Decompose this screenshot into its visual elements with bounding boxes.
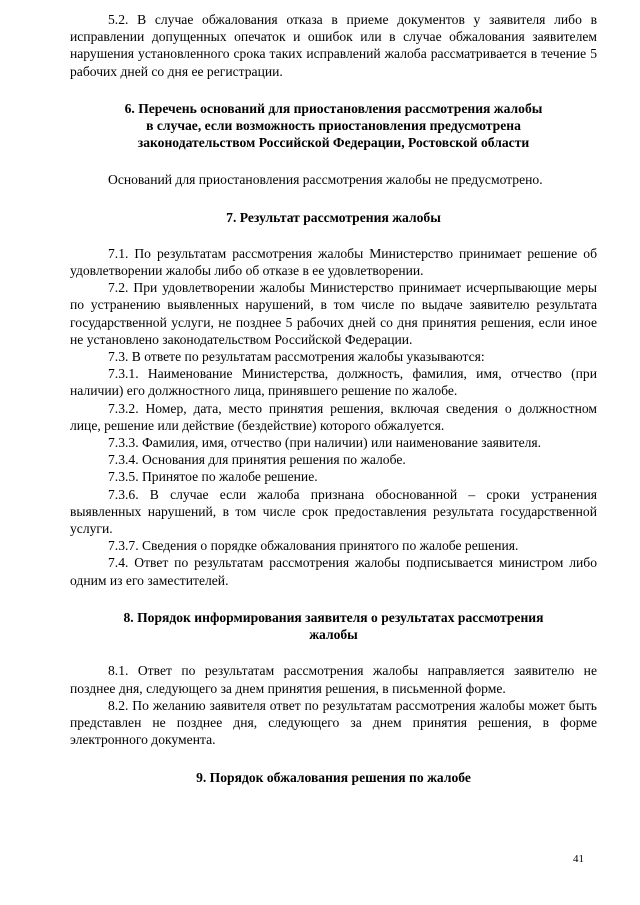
section-7-heading: 7. Результат рассмотрения жалобы — [226, 209, 441, 225]
paragraph-5-2: 5.2. В случае обжалования отказа в приеме документов у заявителя либо в исправлении допущенных опечаток и ошибок или в случае обжалования заявителем нарушения установленного срока таких исправлений жалоба рассматривается в течение 5 рабочих дней со дня ее регистрации. — [70, 12, 597, 79]
section-6-heading-line3: законодательством Российской Федерации, Ростовской области — [137, 135, 530, 151]
section-6-heading-line1: 6. Перечень оснований для приостановления рассмотрения жалобы — [124, 100, 543, 116]
section-9-heading: 9. Порядок обжалования решения по жалобе — [196, 770, 471, 786]
paragraph-7-2: 7.2. При удовлетворении жалобы Министерство принимает исчерпывающие меры по устранению выявленных нарушений, в том числе по выдаче заявителю результата государственной услуги, не позднее 5 рабочих дней со дня принятия решения, если иное не установлено законодательством Российской Федерации. — [70, 280, 597, 347]
paragraph-7-3-4: 7.3.4. Основания для принятия решения по жалобе. — [108, 452, 406, 468]
section-6-text: Оснований для приостановления рассмотрения жалобы не предусмотрено. — [108, 172, 543, 188]
paragraph-7-3-6: 7.3.6. В случае если жалоба признана обоснованной – сроки устранения выявленных нарушений, в том числе срок предоставления результата государственной услуги. — [70, 486, 597, 537]
paragraph-7-3-7: 7.3.7. Сведения о порядке обжалования принятого по жалобе решения. — [108, 538, 519, 554]
section-8-heading — [70, 609, 597, 643]
document-body — [70, 11, 597, 787]
section-6-heading-line2: в случае, если возможность приостановления предусмотрена — [146, 118, 521, 134]
section-8-heading-line2: жалобы — [309, 627, 358, 643]
paragraph-7-4: 7.4. Ответ по результатам рассмотрения жалобы подписывается министром либо одним из его заместителей. — [70, 555, 597, 588]
section-8-heading-line1: 8. Порядок информирования заявителя о результатах рассмотрения — [123, 609, 544, 625]
section-6-heading — [70, 100, 597, 152]
paragraph-7-1: 7.1. По результатам рассмотрения жалобы Министерство принимает решение об удовлетворении жалобы либо об отказе в ее удовлетворении. — [70, 245, 597, 279]
paragraph-7-3-2: 7.3.2. Номер, дата, место принятия решения, включая сведения о должностном лице, решение или действие (бездействие) которого обжалуется. — [70, 400, 597, 433]
paragraph-8-2: 8.2. По желанию заявителя ответ по результатам рассмотрения жалобы может быть представлен не позднее дня, следующего за днем принятия решения, в форме электронного документа. — [70, 697, 597, 748]
page-number: 41 — [573, 853, 584, 865]
paragraph-7-3: 7.3. В ответе по результатам рассмотрения жалобы указываются: — [108, 349, 485, 365]
paragraph-7-3-1: 7.3.1. Наименование Министерства, должность, фамилия, имя, отчество (при наличии) его должностного лица, принявшего решение по жалобе. — [70, 366, 597, 399]
paragraph-8-1: 8.1. Ответ по результатам рассмотрения жалобы направляется заявителю не позднее дня, следующего за днем принятия решения, в письменной форме. — [70, 663, 597, 696]
paragraph-7-3-5: 7.3.5. Принятое по жалобе решение. — [108, 469, 318, 485]
paragraph-7-3-3: 7.3.3. Фамилия, имя, отчество (при наличии) или наименование заявителя. — [108, 435, 542, 451]
